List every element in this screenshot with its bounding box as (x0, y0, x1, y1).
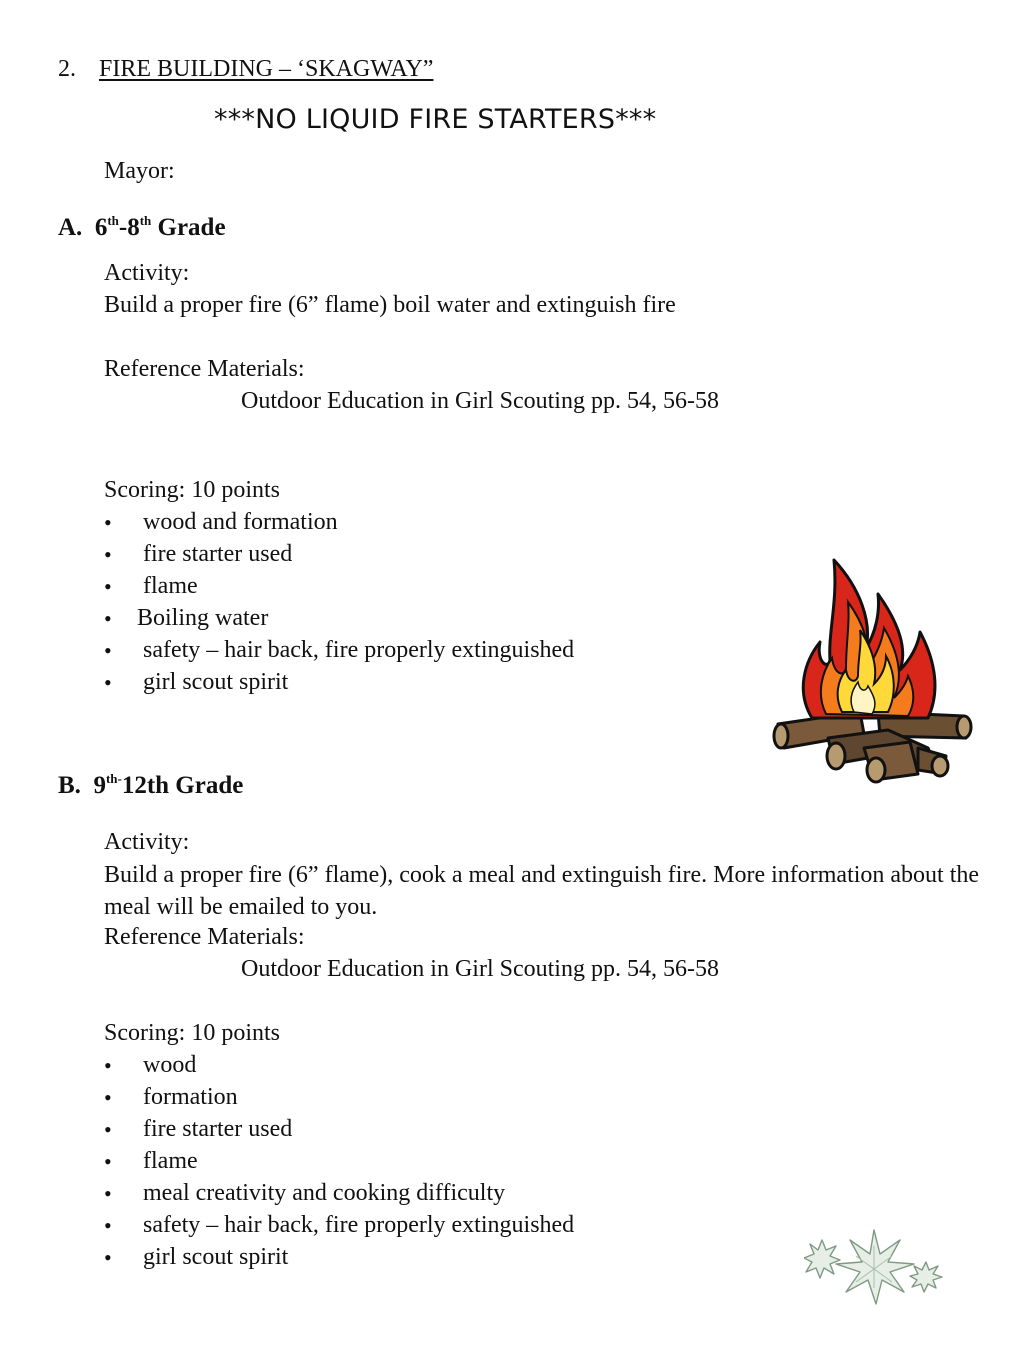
list-item: fire starter used (143, 1116, 293, 1142)
section-a-reference-text: Outdoor Education in Girl Scouting pp. 54, 56-58 (241, 388, 719, 414)
campfire-icon (768, 552, 974, 788)
list-item: girl scout spirit (143, 1244, 289, 1270)
list-item: safety – hair back, fire properly extinguished (143, 637, 575, 663)
bullet-icon: • (104, 1245, 112, 1270)
section-b-activity-text: Build a proper fire (6” flame), cook a meal and extinguish fire. More information about the meal will be emailed to you. (104, 862, 980, 920)
section-a-activity-label: Activity: (104, 260, 190, 286)
section-a-scoring-label: Scoring: 10 points (104, 477, 281, 503)
list-item: wood and formation (143, 509, 338, 535)
list-item: safety – hair back, fire properly extinguished (143, 1212, 575, 1238)
section-number: 2. (58, 56, 76, 82)
bullet-icon: • (104, 1181, 112, 1206)
bullet-icon: • (104, 1149, 112, 1174)
section-b-grade-start: 9 (93, 772, 106, 799)
list-item: flame (143, 1148, 198, 1174)
bullet-icon: • (104, 606, 112, 631)
bullet-icon: • (104, 542, 112, 567)
section-a-reference-label: Reference Materials: (104, 356, 305, 382)
section-a-grade-start: 6 (94, 214, 108, 241)
bullet-icon: • (104, 1085, 112, 1110)
section-b-heading (58, 772, 243, 800)
warning-banner: ***NO LIQUID FIRE STARTERS*** (214, 104, 657, 135)
section-a-grade-word: Grade (151, 214, 226, 241)
list-item: girl scout spirit (143, 669, 289, 695)
section-b-scoring-label: Scoring: 10 points (104, 1020, 281, 1046)
list-item: formation (143, 1084, 238, 1110)
bullet-icon: • (104, 670, 112, 695)
section-a-sup-1: th (107, 213, 119, 228)
section-b-reference-text: Outdoor Education in Girl Scouting pp. 54, 56-58 (241, 956, 719, 982)
section-a-letter: A. (58, 214, 83, 241)
list-item: wood (143, 1052, 197, 1078)
section-a-sup-2: th (139, 213, 152, 228)
snowflake-icon (804, 1226, 946, 1306)
list-item: meal creativity and cooking difficulty (143, 1180, 506, 1206)
bullet-icon: • (104, 638, 112, 663)
bullet-icon: • (104, 574, 112, 599)
list-item: fire starter used (143, 541, 293, 567)
section-a-heading (58, 214, 226, 242)
mayor-label: Mayor: (104, 158, 175, 184)
bullet-icon: • (104, 1053, 112, 1078)
section-b-grade-rest: 12th Grade (121, 772, 244, 799)
bullet-icon: • (104, 510, 112, 535)
section-b-activity-label: Activity: (104, 829, 190, 855)
bullet-icon: • (104, 1213, 112, 1238)
section-b-letter: B. (58, 772, 81, 799)
section-a-activity-text: Build a proper fire (6” flame) boil water and extinguish fire (104, 292, 676, 318)
document-title: FIRE BUILDING – ‘SKAGWAY” (99, 56, 434, 82)
section-b-sup: th- (105, 771, 122, 786)
list-item: Boiling water (137, 605, 269, 631)
section-b-reference-label: Reference Materials: (104, 924, 305, 950)
bullet-icon: • (104, 1117, 112, 1142)
section-a-grade-end: -8 (118, 214, 140, 241)
list-item: flame (143, 573, 198, 599)
